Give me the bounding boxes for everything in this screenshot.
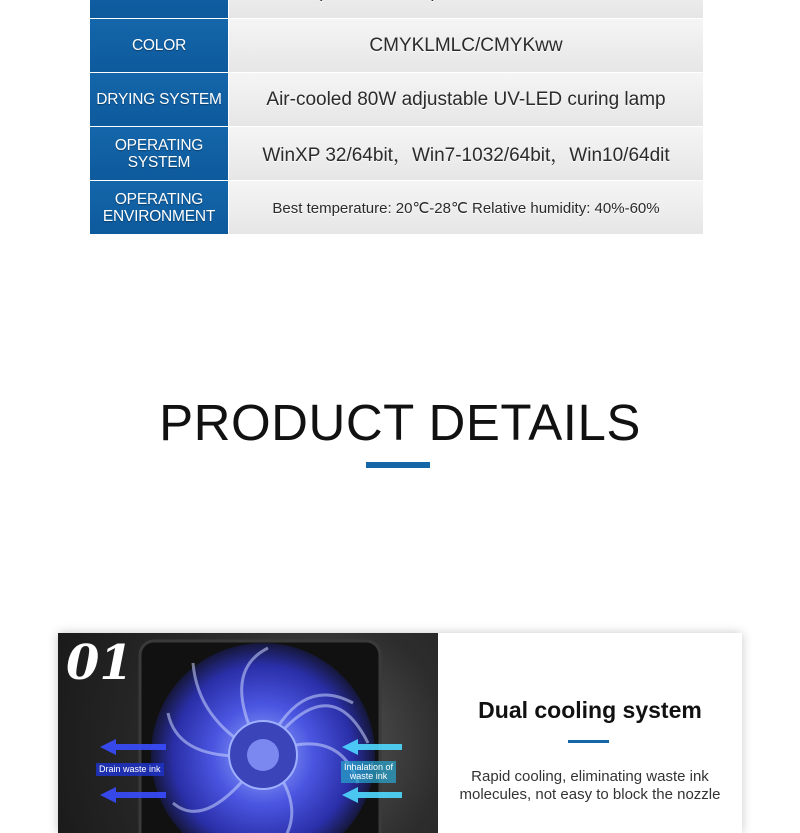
spec-value: Best temperature: 20℃-28℃ Relative humidity: 40%-60% <box>229 181 703 234</box>
feature-underline <box>568 740 609 743</box>
spec-row-operating-environment <box>90 181 703 234</box>
spec-row-operating-system <box>90 127 703 180</box>
spec-value: WinXP 32/64bit，Win7-1032/64bit，Win10/64dit <box>229 127 703 180</box>
feature-text <box>438 633 742 833</box>
spec-value <box>229 0 703 18</box>
spec-row-file-type <box>90 0 703 18</box>
feature-card <box>58 633 742 833</box>
spec-label: DRYING SYSTEM <box>90 73 228 126</box>
feature-number: 01 <box>66 635 133 691</box>
spec-value: Air-cooled 80W adjustable UV-LED curing lamp <box>229 73 703 126</box>
feature-image <box>58 633 438 833</box>
spec-label: COLOR <box>90 19 228 72</box>
section-title: PRODUCT DETAILS <box>159 394 641 451</box>
feature-heading: Dual cooling system <box>478 697 702 723</box>
spec-table <box>90 0 703 235</box>
spec-row-color <box>90 19 703 72</box>
inhalation-waste-ink-label: Inhalation of waste ink <box>341 761 396 783</box>
spec-row-drying-system <box>90 73 703 126</box>
spec-label: OPERATING ENVIRONMENT <box>90 181 228 234</box>
spec-value: CMYKLMLC/CMYKww <box>229 19 703 72</box>
spec-label: OPERATING SYSTEM <box>90 127 228 180</box>
drain-waste-ink-label: Drain waste ink <box>96 763 164 776</box>
spec-label <box>90 0 228 18</box>
feature-description: Rapid cooling, eliminating waste ink molecules, not easy to block the nozzle <box>459 768 721 803</box>
title-underline <box>366 462 430 468</box>
